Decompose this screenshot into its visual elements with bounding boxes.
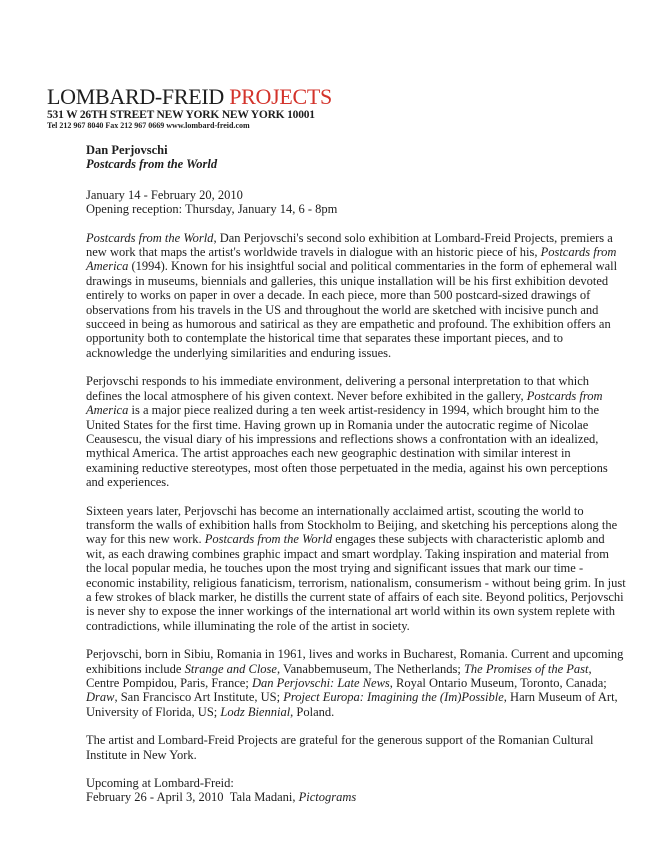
paragraph-text: , Poland. (290, 704, 335, 719)
exhibition-dates: January 14 - February 20, 2010 (86, 187, 243, 202)
upcoming-show (86, 790, 626, 804)
paragraph-text: Perjovschi responds to his immediate environment, delivering a personal interpretation to that which defines the local atmosphere of his given context. Never before exhibited in the gallery, (86, 374, 590, 403)
exhibition-name: Dan Perjovschi: Late News (251, 676, 390, 690)
paragraph-text: , Dan Perjovschi's second solo exhibition at Lombard-Freid Projects, premiers a new work that maps the artist's worldwide travels in dialogue with an historic piece of his, (86, 230, 613, 260)
gallery-address: 531 W 26TH STREET NEW YORK NEW YORK 10001 (47, 109, 315, 121)
gallery-logo (47, 86, 332, 108)
logo-accent: PROJECTS (229, 84, 332, 109)
exhibition-name: The Promises of the Past (463, 661, 589, 676)
exhibition-name: Lodz Biennial (220, 704, 291, 719)
letterhead (47, 86, 332, 131)
paragraph-context (86, 374, 626, 489)
exhibition-name: Strange and Close (184, 661, 277, 676)
paragraph-text: , San Francisco Art Institute, US; (114, 690, 284, 705)
paragraph-text: , Vanabbemuseum, The Netherlands; (276, 661, 464, 676)
paragraph-text: Perjovschi, born in Sibiu, Romania in 1961, lives and works in Bucharest, Romania. Current and upcoming exhibitions include (86, 647, 624, 676)
work-title: Postcards from the World (204, 532, 333, 547)
paragraph-intro (86, 231, 626, 361)
paragraph-acknowledgement: The artist and Lombard-Freid Projects are grateful for the generous support of the Romanian Cultural Institute in New York. (86, 733, 594, 762)
paragraph-text: is a major piece realized during a ten week artist-residency in 1994, which brought him to the United States for the first time. Having grown up in Romania under the autocratic regime of Nicolae Ceausescu, the visual diary of his impressions and reflections shows a confrontation with an idealized, mythical America. The artist approaches each new geographic destination with similar interest in examining reductive stereotypes, most often those perpetuated in the media, against his own perceptions and experiences. (86, 403, 608, 490)
gallery-contact: Tel 212 967 8040 Fax 212 967 0669 www.lombard-freid.com (47, 121, 250, 130)
logo-name: LOMBARD-FREID (47, 84, 224, 109)
opening-reception: Opening reception: Thursday, January 14, 6 - 8pm (86, 202, 338, 217)
paragraph-text: , Harn Museum of Art, University of Florida, US; (86, 690, 618, 719)
paragraph-text: engages these subjects with characteristic aplomb and wit, as each drawing combines graphic impact and smart wordplay. Taking inspiration and material from the local popular media, he touches upon the most trying and significant issues that mark our time - economic instability, religious fanaticism, terrorism, nationalism, consumerism - without being grim. In just a few strokes of black marker, he distills the current state of affairs of each site. Beyond politics, Perjovschi is never shy to expose the inner workings of the international art world within its own system replete with contradictions, while illuminating the role of the artist in society. (86, 532, 626, 633)
artist-name: Dan Perjovschi (86, 143, 168, 157)
exhibition-name: Draw (86, 690, 115, 705)
upcoming-title: Pictograms (298, 790, 357, 805)
work-title: Postcards from America (86, 245, 617, 274)
paragraph-new-work (86, 504, 626, 634)
release-body (86, 143, 626, 805)
exhibition-title: Postcards from the World (86, 157, 218, 172)
upcoming-artist: Tala Madani, (229, 790, 299, 805)
paragraph-text: , Royal Ontario Museum, Toronto, Canada; (389, 676, 607, 690)
work-title: Postcards from America (86, 388, 603, 418)
paragraph-text: , Centre Pompidou, Paris, France; (86, 661, 592, 690)
work-title: Postcards from the World (86, 230, 214, 245)
upcoming-dates: February 26 - April 3, 2010 (86, 790, 224, 805)
paragraph-biography (86, 647, 626, 719)
paragraph-text: Sixteen years later, Perjovschi has become an internationally acclaimed artist, scouting the world to transform the walls of exhibition halls from Stockholm to Beijing, and sketching his perceptions along the way for this new work. (86, 503, 618, 547)
upcoming-heading: Upcoming at Lombard-Freid: (86, 776, 234, 791)
exhibition-name: Project Europa: Imagining the (Im)Possible (283, 690, 504, 705)
paragraph-text: (1994). Known for his insightful social and political commentaries in the form of ephemeral wall drawings in museums, biennials and galleries, this unique installation will be his first exhibition devoted entirely to works on paper in over a decade. In each piece, more than 500 postcard-sized drawings of observations from his travels in the US and throughout the world are sketched with incisive punch and succeed in being as humorous and satirical as they are empathetic and profound. The exhibition offers an opportunity both to contemplate the historical time that separates these important pieces, and to acknowledge the underlying similarities and enduring issues. (86, 259, 618, 360)
